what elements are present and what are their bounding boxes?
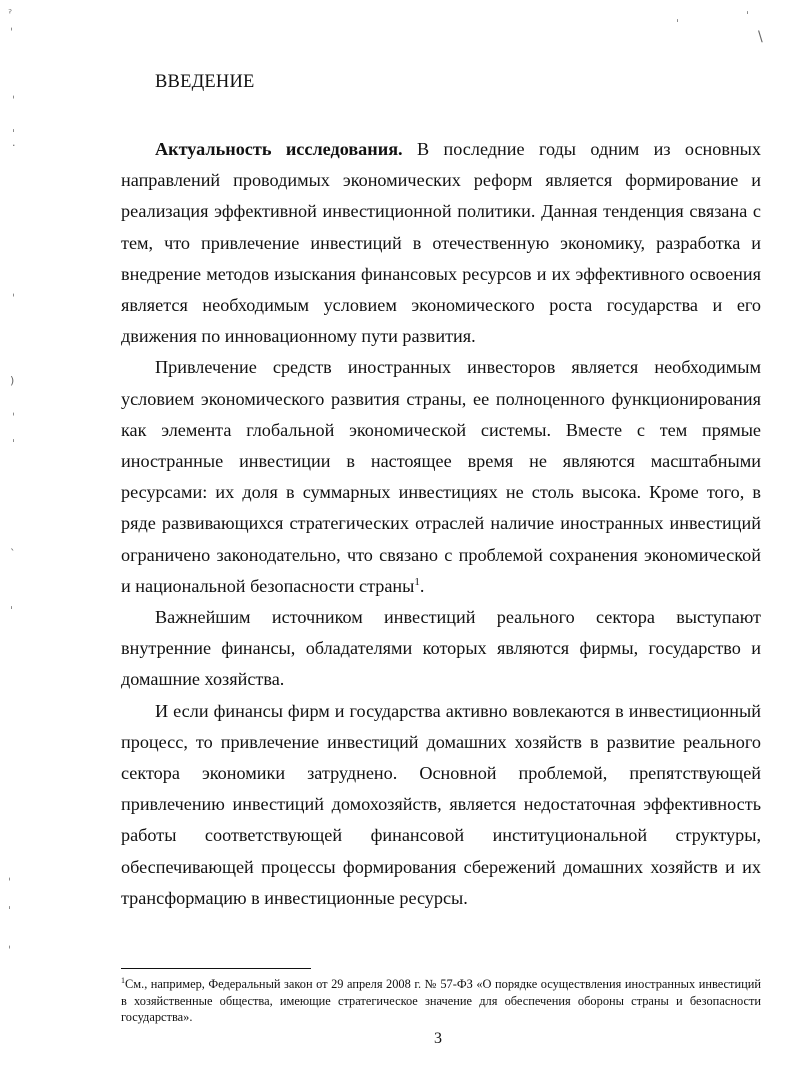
footnote-reference[interactable]: 1 <box>414 575 420 588</box>
scan-artifact: ˀ <box>8 7 13 20</box>
scan-artifact: ˈ <box>746 9 750 22</box>
body-text <box>121 134 761 914</box>
paragraph-foreign-investors <box>121 352 761 602</box>
paragraph-internal-finance: Важнейшим источником инвестиций реального сектора выступают внутренние финансы, обладателями которых являются фирмы, государство и домашние хозяйства. <box>121 607 761 690</box>
scan-artifact: ˈ <box>10 604 14 617</box>
page-number: 3 <box>434 1030 442 1047</box>
scan-artifact: ˈ <box>12 437 16 450</box>
paragraph-text: В последние годы одним из основных направлений проводимых экономических реформ является формирование и реализация эффективной инвестиционной политики. Данная тенденция связана с тем, что привлечение инвестиций в отечественную экономику, разработка и внедрение методов изыскания финансовых ресурсов и их эффективного освоения является необходимым условием экономического роста государства и его движения по инновационному пути развития. <box>121 139 761 347</box>
scan-artifact: ) <box>10 374 15 387</box>
scan-artifact: ˌ <box>12 285 16 298</box>
paragraph-end: . <box>419 575 425 596</box>
footnote-separator <box>121 968 311 969</box>
scan-artifact: ˌ <box>12 87 16 100</box>
scan-artifact: ˌ <box>10 19 14 32</box>
paragraph-text: Привлечение средств иностранных инвесторов является необходимым условием экономического развития страны, ее полноценного функционирования как элемента глобальной экономической системы. Вместе с тем прямые иностранные инвестиции в настоящее время не являются масштабными ресурсами: их доля в суммарных инвестициях не столь высока. Кроме того, в ряде развивающихся стратегических отраслей наличие иностранных инвестиций ограничено законодательно, что связано с проблемой сохранения экономической и национальной безопасности страны <box>121 357 761 596</box>
scan-artifact: ˈ <box>676 17 680 30</box>
scan-artifact: ˌ <box>8 869 12 882</box>
scan-artifact: ˌ <box>12 404 16 417</box>
paragraph-relevance <box>121 134 761 352</box>
scan-artifact: ˈ <box>12 127 16 140</box>
scan-artifact: ˌ <box>8 937 12 950</box>
section-heading: ВВЕДЕНИЕ <box>155 72 255 92</box>
scan-artifact: · <box>12 139 16 152</box>
footnote-text: См., например, Федеральный закон от 29 апреля 2008 г. № 57-ФЗ «О порядке осуществления иностранных инвестиций в хозяйственные общества, имеющие стратегическое значение для обеспечения обороны страны и безопасности государства». <box>121 977 761 1025</box>
scan-artifact: ˈ <box>8 904 12 917</box>
scan-artifact: \ <box>758 29 763 45</box>
paragraph-households: И если финансы фирм и государства активно вовлекаются в инвестиционный процесс, то привлечение инвестиций домашних хозяйств в развитие реального сектора экономики затруднено. Основной проблемой, препятствующей привлечению инвестиций домохозяйств, является недостаточная эффективность работы соответствующей финансовой институциональной структуры, обеспечивающей процессы формирования сбережений домашних хозяйств и их трансформацию в инвестиционные ресурсы. <box>121 700 761 908</box>
scan-artifact: ˋ <box>10 547 16 560</box>
footnote <box>121 976 761 1026</box>
paragraph-lead-bold: Актуальность исследования. <box>155 139 403 159</box>
footnote-marker: 1 <box>121 975 125 985</box>
